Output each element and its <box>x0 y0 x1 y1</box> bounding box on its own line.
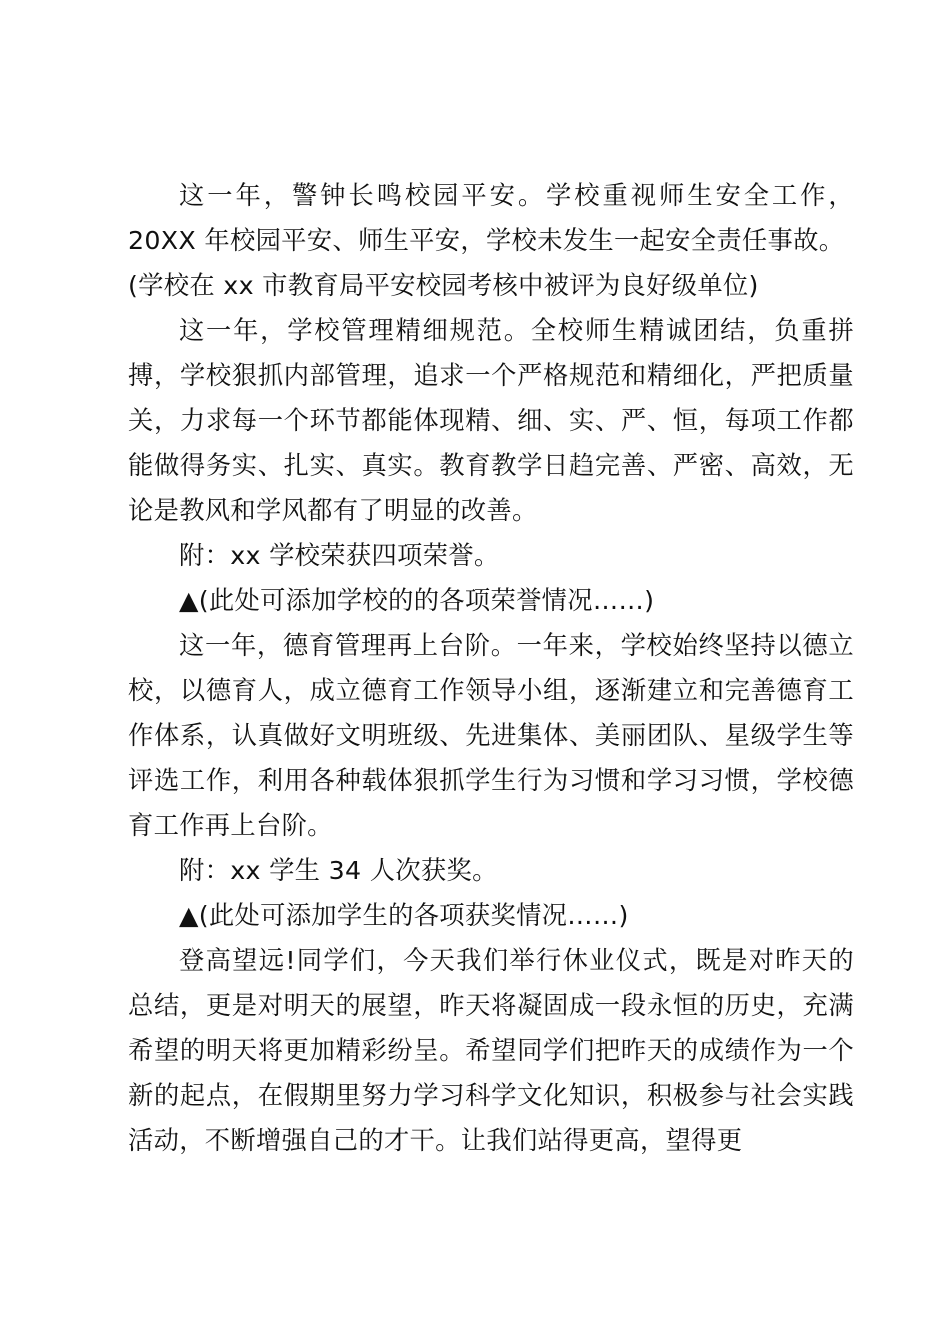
paragraph-student-awards-placeholder: ▲(此处可添加学生的各项获奖情况……) <box>179 901 629 930</box>
paragraph-school-honors-note: 附：xx 学校荣获四项荣誉。 <box>179 541 500 570</box>
document-body <box>128 173 854 1163</box>
paragraph-moral-education: 这一年，德育管理再上台阶。一年来，学校始终坚持以德立校，以德育人，成立德育工作领导小组，逐渐建立和完善德育工作体系，认真做好文明班级、先进集体、美丽团队、星级学生等评选工作，利用各种载体狠抓学生行为习惯和学习习惯，学校德育工作再上台阶。 <box>128 631 854 840</box>
paragraph-student-awards-note: 附：xx 学生 34 人次获奖。 <box>179 856 498 885</box>
paragraph-safety-note: (学校在 xx 市教育局平安校园考核中被评为良好级单位) <box>128 271 759 300</box>
paragraph-school-honors-placeholder: ▲(此处可添加学校的的各项荣誉情况……) <box>179 586 655 615</box>
paragraph-campus-safety: 这一年，警钟长鸣校园平安。学校重视师生安全工作，20XX 年校园平安、师生平安，学校未发生一起安全责任事故。 <box>128 181 854 255</box>
paragraph-closing-remarks: 登高望远!同学们，今天我们举行休业仪式，既是对昨天的总结，更是对明天的展望，昨天将凝固成一段永恒的历史，充满希望的明天将更加精彩纷呈。希望同学们把昨天的成绩作为一个新的起点，在假期里努力学习科学文化知识，积极参与社会实践活动，不断增强自己的才干。让我们站得更高，望得更 <box>128 946 854 1155</box>
paragraph-school-management: 这一年，学校管理精细规范。全校师生精诚团结，负重拼搏，学校狠抓内部管理，追求一个严格规范和精细化，严把质量关，力求每一个环节都能体现精、细、实、严、恒，每项工作都能做得务实、扎实、真实。教育教学日趋完善、严密、高效，无论是教风和学风都有了明显的改善。 <box>128 316 854 525</box>
